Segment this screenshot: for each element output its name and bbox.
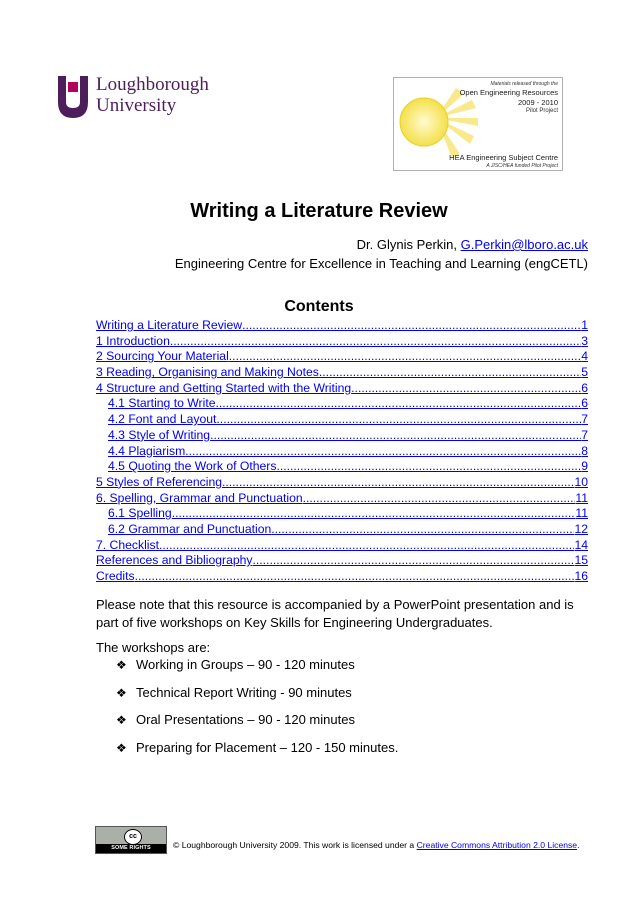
toc-entry[interactable]: [96, 334, 588, 350]
toc-entry[interactable]: [96, 569, 588, 585]
toc-entry[interactable]: [96, 475, 588, 491]
toc-entry-label: 6. Spelling, Grammar and Punctuation: [96, 490, 303, 505]
workshop-label: Oral Presentations – 90 - 120 minutes: [136, 712, 355, 728]
toc-entry[interactable]: [96, 349, 588, 365]
toc-entry[interactable]: [96, 553, 588, 569]
university-name-line1: Loughborough: [96, 74, 209, 95]
table-of-contents: [96, 318, 588, 585]
toc-entry-page: 7: [581, 427, 588, 442]
toc-entry[interactable]: [96, 428, 588, 444]
toc-entry-page: 10: [574, 474, 588, 489]
toc-entry-page: 4: [581, 349, 588, 364]
toc-entry-label: Credits: [96, 569, 135, 583]
toc-entry-page: 8: [581, 443, 588, 458]
footer-license-text: [173, 840, 579, 850]
toc-dot-leader: [319, 365, 581, 381]
diamond-bullet-icon: ❖: [116, 741, 127, 756]
toc-entry-label: 4.1 Starting to Write: [108, 396, 216, 411]
toc-entry-page: 5: [581, 365, 588, 380]
footer-prefix: © Loughborough University 2009. This work is licensed under a: [173, 840, 417, 850]
toc-dot-leader: [253, 553, 575, 569]
toc-entry[interactable]: [96, 538, 588, 554]
toc-entry[interactable]: [96, 444, 588, 460]
note-paragraph: Please note that this resource is accompanied by a PowerPoint presentation and is part of five workshops on Key Skills for Engineering Undergraduates.: [96, 597, 574, 630]
toc-entry-page: 11: [575, 490, 588, 505]
toc-entry-label: 4.4 Plagiarism: [108, 443, 186, 458]
diamond-bullet-icon: ❖: [116, 658, 127, 672]
toc-entry-page: 3: [581, 333, 588, 348]
toc-entry-label: 1 Introduction: [96, 333, 170, 348]
workshop-label: Working in Groups – 90 - 120 minutes: [136, 657, 355, 672]
document-title: Writing a Literature Review: [190, 200, 448, 222]
toc-entry[interactable]: [96, 459, 588, 475]
oer-line2: Open Engineering Resources: [459, 88, 558, 97]
oer-line1: Materials released through the: [490, 81, 558, 87]
workshop-label: Preparing for Placement – 120 - 150 minutes.: [136, 740, 399, 756]
toc-entry-page: 9: [581, 459, 588, 474]
license-link[interactable]: Creative Commons Attribution 2.0 License: [416, 840, 578, 850]
oer-line3: 2009 - 2010: [517, 98, 558, 107]
toc-dot-leader: [222, 475, 574, 491]
toc-entry-page: 14: [574, 537, 588, 552]
toc-dot-leader: [242, 318, 581, 334]
oer-badge: [393, 77, 563, 171]
workshop-item: [116, 739, 398, 767]
toc-entry[interactable]: [96, 506, 588, 522]
toc-entry-label: Writing a Literature Review: [96, 318, 243, 332]
workshop-label: Technical Report Writing - 90 minutes: [136, 684, 352, 700]
toc-dot-leader: [135, 569, 575, 585]
toc-entry-label: 4.5 Quoting the Work of Others: [108, 459, 277, 474]
workshops-intro: The workshops are:: [96, 640, 211, 655]
author-email-link[interactable]: G.Perkin@lboro.ac.uk: [460, 237, 588, 252]
workshop-item: [116, 656, 398, 684]
footer-suffix: .: [577, 840, 580, 850]
creative-commons-badge[interactable]: [95, 826, 167, 860]
toc-entry-label: 3 Reading, Organising and Making Notes: [96, 365, 319, 380]
toc-entry-page: 6: [581, 396, 588, 411]
toc-entry[interactable]: [96, 381, 588, 397]
toc-entry-label: References and Bibliography: [96, 553, 253, 568]
toc-entry-label: 6.1 Spelling: [108, 506, 172, 521]
loughborough-logo: [58, 74, 238, 120]
toc-entry-label: 4 Structure and Getting Started with the Writing: [96, 380, 352, 395]
toc-dot-leader: [159, 538, 574, 554]
workshop-item: [116, 711, 398, 739]
oer-line5: HEA Engineering Subject Centre: [449, 153, 558, 162]
contents-heading: Contents: [284, 298, 354, 315]
toc-entry-page: 12: [574, 521, 588, 536]
toc-dot-leader: [303, 491, 576, 507]
university-name: [96, 74, 209, 116]
toc-entry-page: 6: [581, 380, 588, 395]
toc-dot-leader: [229, 349, 581, 365]
toc-dot-leader: [215, 396, 581, 412]
toc-entry-page: 7: [581, 412, 588, 427]
cc-strip-text: SOME RIGHTS RESERVED: [96, 844, 166, 853]
toc-dot-leader: [185, 444, 581, 460]
toc-entry[interactable]: [96, 318, 588, 334]
author-line: [357, 237, 588, 252]
toc-entry-label: 2 Sourcing Your Material: [96, 349, 229, 364]
author-name: Dr. Glynis Perkin,: [356, 237, 461, 252]
toc-dot-leader: [172, 506, 576, 522]
centre-name: Engineering Centre for Excellence in Teaching and Learning (engCETL): [174, 256, 588, 271]
toc-dot-leader: [276, 459, 581, 475]
toc-entry-label: 4.2 Font and Layout: [108, 412, 217, 427]
diamond-bullet-icon: ❖: [116, 713, 127, 728]
toc-entry-label: 5 Styles of Referencing: [96, 474, 223, 489]
university-shield-icon: [58, 76, 88, 118]
oer-line4: Pilot Project: [525, 108, 558, 114]
toc-entry[interactable]: [96, 491, 588, 507]
toc-entry-label: 4.3 Style of Writing: [108, 427, 211, 442]
toc-dot-leader: [216, 412, 581, 428]
university-name-line2: University: [96, 95, 177, 116]
toc-entry-label: 6.2 Grammar and Punctuation: [108, 521, 272, 536]
toc-dot-leader: [170, 334, 581, 350]
toc-dot-leader: [351, 381, 581, 397]
workshops-list: [116, 656, 398, 767]
toc-entry-page: 16: [574, 569, 588, 583]
toc-entry[interactable]: [96, 412, 588, 428]
toc-entry-page: 11: [575, 506, 588, 521]
cc-icon: cc: [124, 829, 142, 845]
toc-entry[interactable]: [96, 365, 588, 381]
toc-entry[interactable]: [96, 522, 588, 538]
toc-dot-leader: [210, 428, 581, 444]
diamond-bullet-icon: ❖: [116, 685, 127, 700]
workshop-item: [116, 684, 398, 712]
toc-entry-label: 7. Checklist: [96, 537, 159, 552]
toc-entry-page: 1: [581, 318, 588, 332]
toc-entry[interactable]: [96, 396, 588, 412]
toc-entry-page: 15: [574, 553, 588, 568]
toc-dot-leader: [271, 522, 574, 538]
oer-line6: A JISC/HEA funded Pilot Project: [486, 163, 558, 169]
